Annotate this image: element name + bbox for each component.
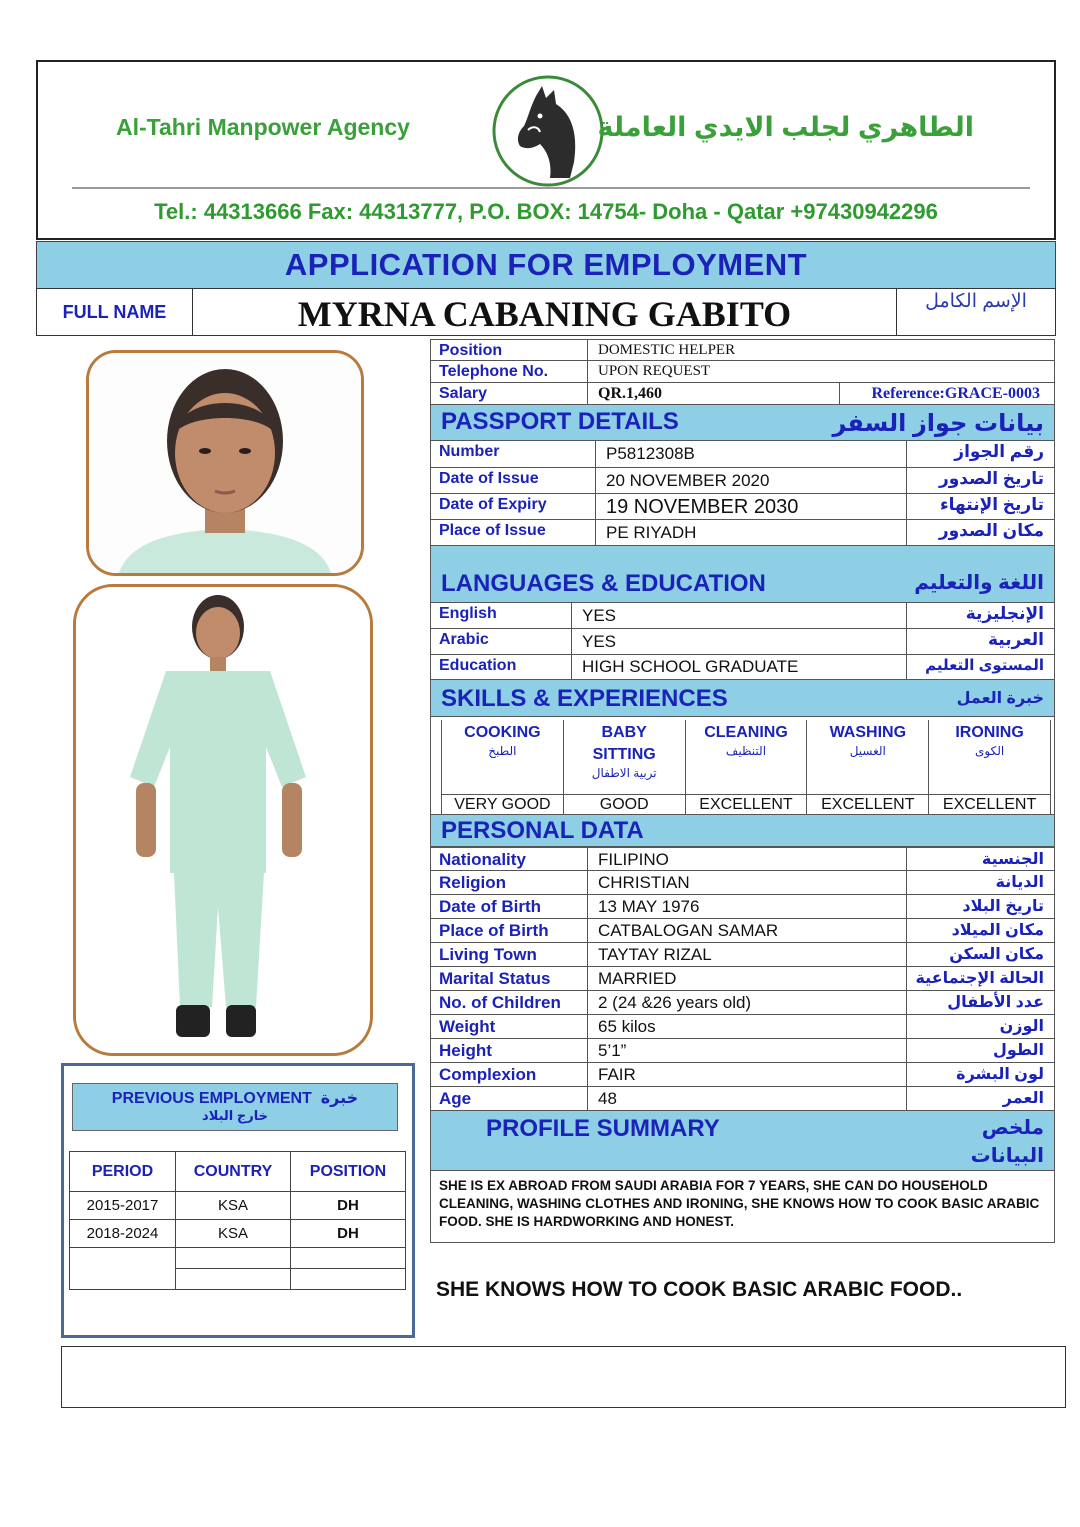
field-label: Salary	[439, 385, 488, 402]
field-label: Date of Expiry	[439, 496, 547, 513]
field-label-ar: الجنسية	[906, 848, 1054, 870]
col-header-period: PERIOD	[70, 1152, 176, 1192]
personal-data-row	[430, 919, 1055, 943]
full-name-value: MYRNA CABANING GABITO	[193, 289, 897, 335]
section-skills	[430, 680, 1055, 717]
section-languages	[430, 546, 1055, 603]
field-label-ar: رقم الجواز	[906, 441, 1054, 467]
personal-data-row	[430, 847, 1055, 871]
skill-level: EXCELLENT	[807, 794, 928, 814]
field-label-ar: مكان الصدور	[906, 520, 1054, 545]
field-label-ar: الوزن	[906, 1015, 1054, 1038]
personal-data-row	[430, 871, 1055, 895]
details-panel	[430, 339, 1055, 1243]
col-header-country: COUNTRY	[176, 1152, 291, 1192]
cell-position: DH	[291, 1220, 406, 1248]
field-label-ar: المستوى التعليم	[906, 655, 1054, 679]
section-title-ar: خبرة العمل	[956, 690, 1044, 707]
language-row	[430, 629, 1055, 655]
personal-data-table	[430, 847, 1055, 1111]
skill-name-ar: التنظيف	[725, 744, 767, 758]
field-value: YES	[571, 629, 906, 654]
field-label-ar: لون البشرة	[906, 1063, 1054, 1086]
previous-employment-table	[69, 1151, 406, 1290]
field-label: Education	[439, 657, 517, 674]
skill-washing	[806, 720, 928, 814]
personal-data-row	[430, 943, 1055, 967]
field-label: Marital Status	[439, 969, 551, 988]
reference-code: Reference:GRACE-0003	[839, 383, 1054, 404]
field-label: Date of Birth	[439, 897, 541, 916]
skill-name: WASHING	[829, 724, 907, 741]
skill-cleaning	[685, 720, 807, 814]
field-label: Date of Issue	[439, 470, 539, 487]
section-title-ar-2: البيانات	[970, 1145, 1044, 1167]
field-label-ar: مكان الميلاد	[906, 919, 1054, 942]
cell-period: 2018-2024	[70, 1220, 176, 1248]
skill-level: EXCELLENT	[929, 794, 1050, 814]
personal-data-row	[430, 991, 1055, 1015]
cell-position	[291, 1248, 406, 1269]
field-label: No. of Children	[439, 993, 561, 1012]
personal-data-row	[430, 1063, 1055, 1087]
passport-row	[430, 494, 1055, 520]
full-body-photo	[73, 584, 373, 1056]
field-value: 20 NOVEMBER 2020	[595, 468, 906, 493]
cell-country: KSA	[176, 1192, 291, 1220]
field-value: TAYTAY RIZAL	[587, 943, 906, 966]
field-label: Place of Issue	[439, 522, 546, 539]
field-value: HIGH SCHOOL GRADUATE	[571, 655, 906, 679]
contact-info: Tel.: 44313666 Fax: 44313777, P.O. BOX: 14754- Doha - Qatar +97430942296	[154, 199, 938, 224]
section-personal	[430, 815, 1055, 847]
section-title-ar: بيانات جواز السفر	[832, 410, 1044, 437]
skill-name: CLEANING	[704, 724, 788, 741]
field-label: Age	[439, 1089, 472, 1108]
field-label: English	[439, 605, 497, 622]
field-label: Religion	[439, 873, 507, 892]
cell-country	[176, 1269, 291, 1290]
profile-summary-text: SHE IS EX ABROAD FROM SAUDI ARABIA FOR 7 YEARS, SHE CAN DO HOUSEHOLD CLEANING, WASHING CLOTHES AND IRONING, SHE KNOWS HOW TO COOK BASIC ARABIC FOOD. SHE IS HARDWORKING AND HONEST.	[430, 1171, 1055, 1243]
skill-name-ar: الطبخ	[488, 744, 517, 758]
field-label-ar: الإنجليزية	[906, 603, 1054, 628]
field-label-ar: تاريخ البلاد	[906, 895, 1054, 918]
field-value: 19 NOVEMBER 2030	[595, 494, 906, 519]
field-label-ar: الحالة الإجتماعية	[906, 967, 1054, 990]
section-passport	[430, 405, 1055, 441]
previous-employment-box	[61, 1063, 415, 1338]
field-label: Telephone No.	[439, 363, 549, 380]
section-title: SKILLS & EXPERIENCES	[441, 685, 728, 712]
personal-data-row	[430, 1087, 1055, 1111]
field-value: 48	[587, 1087, 906, 1110]
field-value: CHRISTIAN	[587, 871, 906, 894]
field-value: DOMESTIC HELPER	[587, 340, 1054, 360]
skill-name-ar: الكوى	[974, 744, 1005, 758]
field-label-ar: الديانة	[906, 871, 1054, 894]
personal-data-row	[430, 895, 1055, 919]
empty-remarks-box	[61, 1346, 1066, 1408]
previous-employment-title-en: PREVIOUS EMPLOYMENT	[111, 1090, 312, 1107]
passport-row	[430, 468, 1055, 494]
field-value: CATBALOGAN SAMAR	[587, 919, 906, 942]
field-label: Weight	[439, 1017, 496, 1036]
field-value: QR.1,460	[587, 383, 839, 404]
divider	[72, 187, 1030, 189]
salary-row	[430, 383, 1055, 405]
field-value: UPON REQUEST	[587, 361, 1054, 382]
cell-country: KSA	[176, 1220, 291, 1248]
skill-name: COOKING	[464, 724, 541, 741]
skill-level: VERY GOOD	[442, 794, 563, 814]
skills-grid	[430, 717, 1055, 815]
cell-position	[291, 1269, 406, 1290]
skill-name: IRONING	[955, 724, 1024, 741]
field-value: 2 (24 &26 years old)	[587, 991, 906, 1014]
skill-name-ar: تربية الاطفال	[591, 766, 657, 780]
passport-row	[430, 520, 1055, 546]
field-label: Living Town	[439, 945, 537, 964]
cell-country	[176, 1248, 291, 1269]
cell-position: DH	[291, 1192, 406, 1220]
full-name-label-ar: الإسم الكامل	[925, 291, 1027, 312]
cooking-note: SHE KNOWS HOW TO COOK BASIC ARABIC FOOD..	[436, 1278, 963, 1301]
field-value: MARRIED	[587, 967, 906, 990]
field-label-ar: العربية	[906, 629, 1054, 654]
personal-data-row	[430, 967, 1055, 991]
skill-baby-sitting	[563, 720, 685, 814]
telephone-row	[430, 361, 1055, 383]
skill-name-ar: الغسيل	[849, 744, 886, 758]
field-value: P5812308B	[595, 441, 906, 467]
section-title: PERSONAL DATA	[441, 817, 644, 844]
field-value: 5’1”	[587, 1039, 906, 1062]
field-value: YES	[571, 603, 906, 628]
field-label: Place of Birth	[439, 921, 549, 940]
section-profile-summary	[430, 1111, 1055, 1171]
section-title-ar-1: ملخص	[981, 1117, 1044, 1139]
field-label-ar: تاريخ الصدور	[906, 468, 1054, 493]
skill-ironing	[928, 720, 1051, 814]
skill-cooking	[441, 720, 563, 814]
previous-employment-title-ar-1: خبرة	[320, 1090, 359, 1107]
field-label: Position	[439, 342, 503, 359]
full-name-label: FULL NAME	[37, 289, 193, 335]
field-label-ar: العمر	[906, 1087, 1054, 1110]
field-label: Complexion	[439, 1065, 537, 1084]
field-value: 13 MAY 1976	[587, 895, 906, 918]
previous-employment-title-ar-2: خارج البلاد	[202, 1108, 268, 1123]
section-title-ar: اللغة والتعليم	[914, 572, 1044, 594]
field-label-ar: مكان السكن	[906, 943, 1054, 966]
full-name-row	[36, 288, 1056, 336]
portrait-photo	[86, 350, 364, 576]
page-title: APPLICATION FOR EMPLOYMENT	[36, 241, 1056, 289]
field-value: PE RIYADH	[595, 520, 906, 545]
field-value: 65 kilos	[587, 1015, 906, 1038]
field-label: Height	[439, 1041, 492, 1060]
field-value: FILIPINO	[587, 848, 906, 870]
position-row	[430, 339, 1055, 361]
field-label: Arabic	[439, 631, 489, 648]
education-row	[430, 655, 1055, 680]
field-label-ar: تاريخ الإنتهاء	[906, 494, 1054, 519]
agency-name-ar: الطاهري لجلب الايدي العاملة	[597, 112, 974, 142]
col-header-position: POSITION	[291, 1152, 406, 1192]
field-label-ar: عدد الأطفال	[906, 991, 1054, 1014]
field-label: Nationality	[439, 850, 526, 869]
skill-name: BABY SITTING	[592, 724, 656, 763]
passport-row	[430, 441, 1055, 468]
section-title: LANGUAGES & EDUCATION	[441, 570, 766, 597]
skill-level: GOOD	[564, 794, 685, 814]
agency-name-en: Al-Tahri Manpower Agency	[116, 114, 410, 140]
letterhead	[36, 60, 1056, 240]
previous-employment-title	[72, 1083, 398, 1131]
section-title: PASSPORT DETAILS	[441, 408, 679, 435]
skill-level: EXCELLENT	[686, 794, 807, 814]
field-label: Number	[439, 443, 500, 460]
cell-period	[70, 1248, 176, 1290]
field-label-ar: الطول	[906, 1039, 1054, 1062]
section-title: PROFILE SUMMARY	[486, 1115, 720, 1142]
cell-period: 2015-2017	[70, 1192, 176, 1220]
language-row	[430, 603, 1055, 629]
personal-data-row	[430, 1015, 1055, 1039]
horse-head-logo-icon	[488, 74, 608, 189]
personal-data-row	[430, 1039, 1055, 1063]
field-value: FAIR	[587, 1063, 906, 1086]
